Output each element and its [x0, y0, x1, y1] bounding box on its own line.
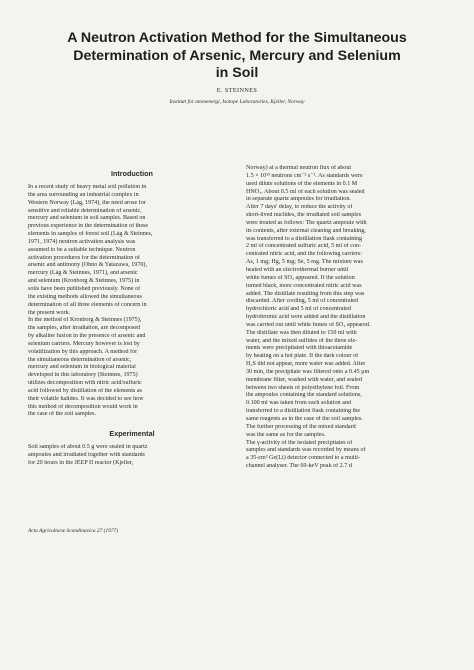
text-line: same reagents as in the case of the soil samples.	[246, 416, 363, 422]
text-line: water, and the mixed sulfides of the three ele-	[246, 337, 358, 344]
text-line: the ampoules containing the standard solutions,	[246, 392, 362, 399]
text-line: centrated nitric acid, and the following carriers:	[246, 251, 362, 258]
text-line: their volatile halides. It was decided to see how	[28, 395, 144, 402]
text-line: were treated as follows: The quartz ampoule with	[246, 219, 367, 226]
title-line: A Neutron Activation Method for the Simultaneous	[67, 30, 407, 46]
paragraph	[246, 204, 454, 439]
text-line: by heating on a hot plate. If the dark colour of	[246, 353, 359, 360]
text-line: 30 min, the precipitate was filtered onto a 0.45 μm	[246, 368, 370, 375]
text-line: the samples, after irradiation, are decomposed	[28, 325, 141, 332]
right-column	[246, 165, 454, 471]
text-line: white fumes of SO₃ appeared. If the solution	[246, 274, 355, 281]
text-line: this method of decomposition would work in	[28, 403, 138, 410]
affiliation: Institutt for atomenergi, Isotope Laboratories, Kjeller, Norway	[169, 99, 305, 105]
text-line: sensitive and reliable determination of arsenic,	[28, 207, 142, 214]
text-line: 2 ml of concentrated sulfuric acid, 5 ml of con-	[246, 243, 362, 250]
text-line: elements in samples of forest soil (Låg & Steinnes,	[28, 231, 153, 238]
text-line: The distillate was then diluted to 150 ml with	[246, 329, 357, 336]
text-line: in separate quartz ampoules for irradiation.	[246, 196, 351, 203]
text-line: transferred to a distillation flask containing the	[246, 408, 361, 415]
journal-citation: Acta Agriculturæ Scandinavica 27 (1977)	[28, 528, 119, 534]
text-line: was carried out until white fumes of SO₃ appeared.	[246, 321, 371, 328]
text-line: soils have been published previously. None of	[28, 285, 141, 292]
text-line: determination of all three elements of concern in	[28, 301, 147, 308]
text-line: ampoules and irradiated together with standards	[28, 452, 145, 459]
text-line: discarded. After cooling, 5 ml of concentrated	[246, 298, 359, 305]
text-line: 1971, 1974) neutron activation analysis was	[28, 238, 136, 245]
text-line: H₂S did not appear, more water was added. After	[246, 361, 366, 368]
text-line: was transferred to a distillation flask containing	[246, 235, 363, 242]
text-line: membrane filter, washed with water, and sealed	[246, 376, 362, 383]
text-line: between two sheets of polyethylene foil. From	[246, 384, 360, 391]
text-line: ments were precipitated with thioacetamide	[246, 345, 353, 352]
text-line: HNO₃. About 0.5 ml of each solution was sealed	[246, 188, 365, 195]
text-line: utilizes decomposition with nitric acid/sulfuric	[28, 380, 142, 387]
text-line: was the same as for the samples.	[246, 431, 326, 438]
text-line: hydrochloric acid and 5 ml of concentrated	[246, 306, 351, 313]
author: E. STEINNES	[216, 87, 258, 94]
text-line: the simultaneous determination of arsenic,	[28, 356, 132, 363]
text-line: As, 1 mg; Hg, 5 mg; Se, 5 mg. The mixture was	[246, 259, 363, 266]
text-line: short-lived nuclides, the irradiated soil samples	[246, 212, 362, 219]
text-line: its contents, after external cleaning and breaking,	[246, 227, 366, 234]
section-heading-experimental: Experimental	[109, 429, 155, 439]
text-line: In the method of Kronborg & Steinnes (1975),	[28, 317, 142, 324]
text-line: hydrobromic acid were added and the distillation	[246, 314, 366, 321]
title-line: Determination of Arsenic, Mercury and Selenium	[73, 47, 401, 64]
text-line: the existing methods allowed the simultaneous	[28, 293, 142, 300]
paragraph	[246, 165, 454, 204]
text-line: assumed to be a suitable technique. Neutron	[28, 246, 136, 253]
text-line: mercury and selenium in soil samples. Based on	[28, 215, 146, 222]
paragraph	[28, 317, 236, 419]
text-line: In a recent study of heavy metal soil pollution in	[28, 184, 147, 190]
text-line: used dilute solutions of the elements in 0.1 M	[246, 180, 358, 187]
text-line: and selenium (Kronborg & Steinnes, 1975) in	[28, 278, 140, 285]
text-line: added. The distillate resulting from this step was	[246, 290, 365, 297]
text-line: heated with an electrothermal burner until	[246, 266, 349, 273]
text-line: previous experience in the determination of these	[28, 223, 149, 230]
text-line: developed in this laboratory (Steinnes, 1975)	[28, 372, 138, 379]
paragraph	[28, 444, 236, 468]
text-line: selenium carriers. Mercury however is lost by	[28, 340, 140, 347]
paragraph	[246, 440, 454, 471]
left-column	[28, 168, 236, 468]
text-line: mercury (Låg & Steinnes, 1971), and arsenic	[28, 270, 138, 277]
text-line: a 35-cm³ Ge(Li) detector connected to a multi-	[246, 455, 361, 462]
text-line: 1.5 × 10¹³ neutrons cm⁻² s⁻¹. As standards were	[246, 172, 363, 179]
text-line: acid followed by distillation of the elements as	[28, 387, 142, 394]
text-line: Western Norway (Låg, 1974), the need arose for	[28, 199, 146, 206]
text-line: for 20 hours in the JEEP II reactor (Kjeller,	[28, 460, 134, 466]
text-line: 0.100 ml was taken from each solution and	[246, 400, 351, 407]
text-line: activation procedures for the determination of	[28, 254, 140, 261]
text-line: The further processing of the mixed standard	[246, 423, 356, 430]
paragraph	[28, 184, 236, 317]
text-line: Soil samples of about 0.5 g were sealed in quartz	[28, 444, 148, 451]
text-line: arsenic and antimony (Ohno & Yatazawa, 1970),	[28, 262, 147, 269]
text-line: channel analyser. The 69-keV peak of 2.7 d	[246, 463, 352, 470]
title-line: in Soil	[215, 65, 259, 81]
section-heading-introduction: Introduction	[111, 169, 153, 178]
text-line: The γ-activity of the isolated precipitates of	[246, 439, 353, 446]
text-line: the present work.	[28, 309, 71, 316]
text-line: After 7 days' delay, to reduce the activity of	[246, 204, 353, 211]
text-line: mercury and selenium in biological material	[28, 364, 136, 371]
text-line: by alkaline fusion in the presence of arsenic and	[28, 333, 146, 340]
text-line: turned black, more concentrated nitric acid was	[246, 282, 362, 289]
text-line: Norway) at a thermal neutron flux of about	[246, 165, 352, 171]
paper-title	[22, 30, 452, 83]
text-line: the area surrounding an industrial complex in	[28, 191, 139, 198]
text-line: volatilization by this approach. A method for	[28, 348, 138, 355]
text-line: the case of the soil samples.	[28, 411, 97, 418]
text-line: samples and standards was recorded by means of	[246, 447, 366, 454]
